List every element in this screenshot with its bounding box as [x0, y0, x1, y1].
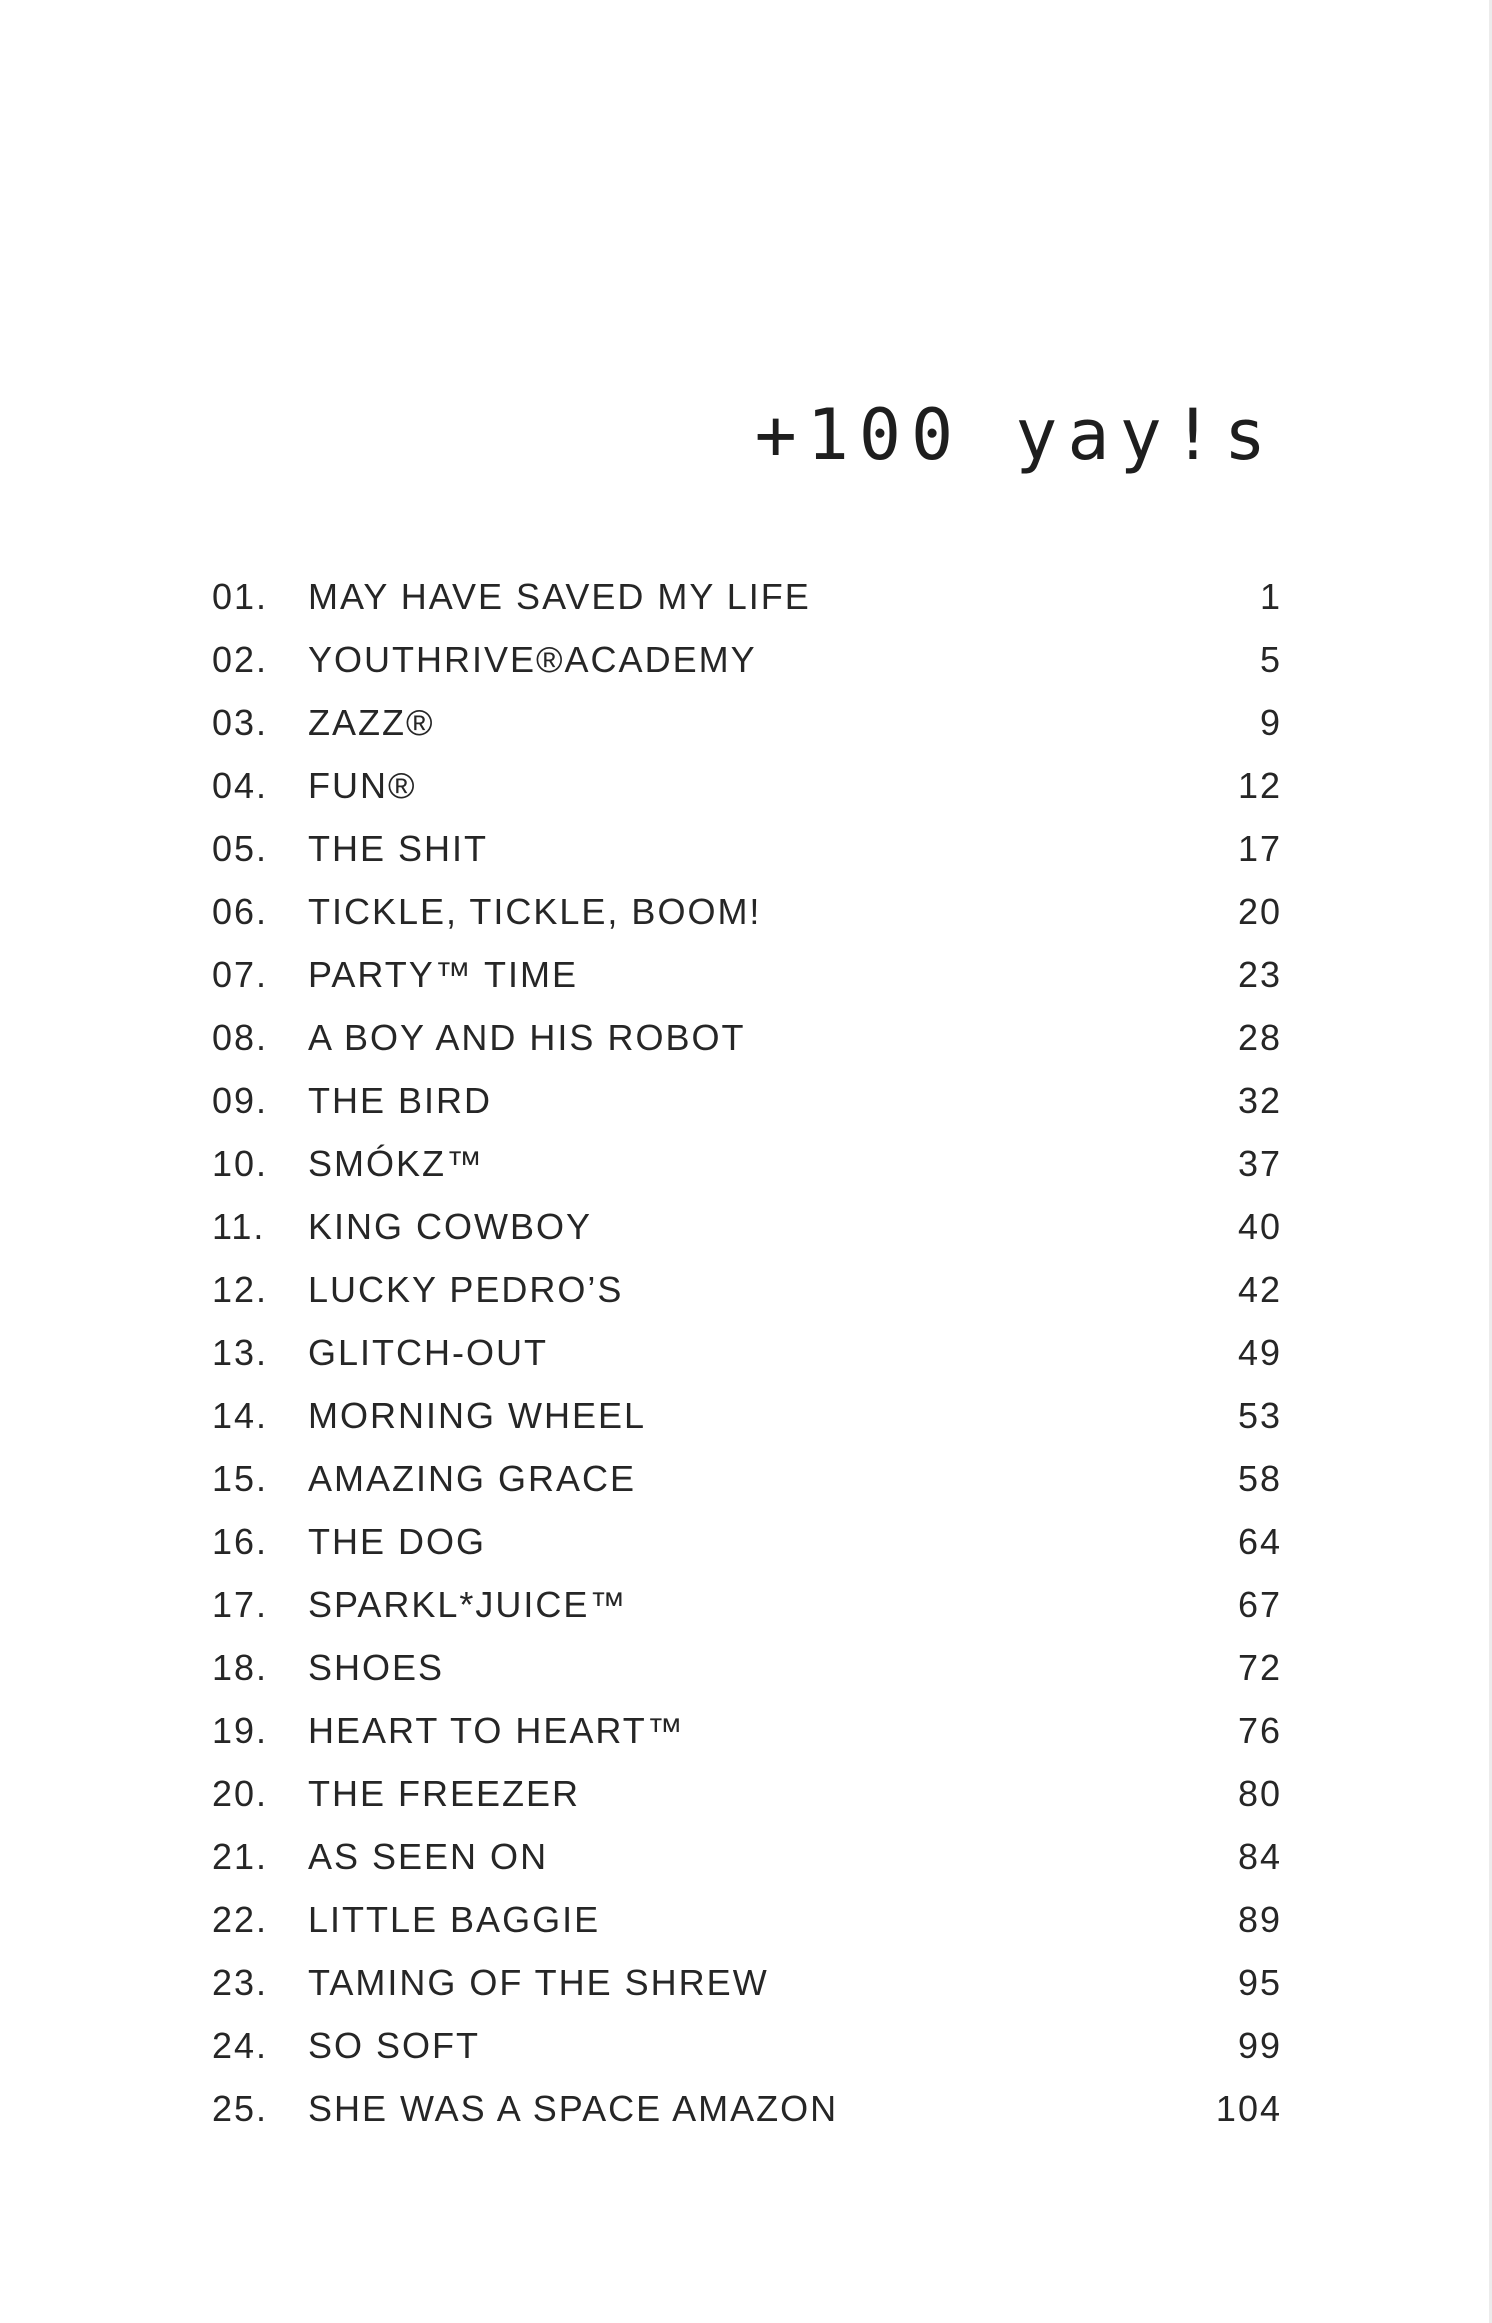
toc-entry-title: TICKLE, TICKLE, BOOM!: [308, 890, 762, 932]
toc-entry-title: SHOES: [308, 1646, 445, 1688]
toc-entry-page: 80: [1237, 1772, 1282, 1814]
toc-entry-title: KING COWBOY: [308, 1205, 593, 1247]
toc-entry-number: 19.: [212, 1709, 269, 1751]
toc-entry-number: 25.: [212, 2087, 269, 2129]
toc-entry-page: 104: [1215, 2087, 1282, 2129]
toc-entry: [212, 1447, 1282, 1510]
toc-entry: [212, 1762, 1282, 1825]
toc-entry-number: 06.: [212, 890, 269, 932]
toc-entry-title: SMÓKZ™: [308, 1142, 485, 1184]
table-of-contents: [212, 565, 1282, 2140]
toc-entry-page: 5: [1259, 638, 1282, 680]
toc-entry-title: MAY HAVE SAVED MY LIFE: [308, 575, 811, 617]
toc-entry: [212, 1132, 1282, 1195]
toc-entry-page: 17: [1237, 827, 1282, 869]
toc-entry: [212, 1951, 1282, 2014]
toc-entry-page: 23: [1237, 953, 1282, 995]
toc-entry-page: 1: [1259, 575, 1282, 617]
toc-entry-title: THE FREEZER: [308, 1772, 581, 1814]
toc-entry-number: 24.: [212, 2024, 269, 2066]
toc-entry-page: 49: [1237, 1331, 1282, 1373]
toc-entry: [212, 1006, 1282, 1069]
toc-entry-page: 58: [1237, 1457, 1282, 1499]
toc-entry: [212, 1825, 1282, 1888]
toc-entry: [212, 943, 1282, 1006]
toc-entry-number: 10.: [212, 1142, 269, 1184]
toc-entry-number: 12.: [212, 1268, 269, 1310]
toc-entry: [212, 1258, 1282, 1321]
toc-entry-title: FUN®: [308, 764, 417, 806]
toc-entry-number: 14.: [212, 1394, 269, 1436]
toc-entry: [212, 1069, 1282, 1132]
toc-entry-title: AMAZING GRACE: [308, 1457, 637, 1499]
toc-entry-number: 17.: [212, 1583, 269, 1625]
toc-entry-number: 07.: [212, 953, 269, 995]
toc-entry-page: 89: [1237, 1898, 1282, 1940]
page-title: +100 yay!s: [754, 394, 1276, 476]
toc-entry-title: YOUTHRIVE®ACADEMY: [308, 638, 757, 680]
toc-entry-number: 22.: [212, 1898, 269, 1940]
toc-entry-number: 05.: [212, 827, 269, 869]
toc-entry-number: 13.: [212, 1331, 269, 1373]
toc-entry-title: SPARKL*JUICE™: [308, 1583, 628, 1625]
toc-entry-number: 03.: [212, 701, 269, 743]
toc-entry-title: A BOY AND HIS ROBOT: [308, 1016, 746, 1058]
toc-entry-number: 16.: [212, 1520, 269, 1562]
toc-entry-title: ZAZZ®: [308, 701, 435, 743]
toc-entry: [212, 628, 1282, 691]
toc-entry-title: THE SHIT: [308, 827, 489, 869]
toc-entry-page: 32: [1237, 1079, 1282, 1121]
toc-entry-title: SHE WAS A SPACE AMAZON: [308, 2087, 839, 2129]
toc-entry: [212, 1384, 1282, 1447]
toc-entry-page: 84: [1237, 1835, 1282, 1877]
toc-entry: [212, 1699, 1282, 1762]
toc-entry-page: 42: [1237, 1268, 1282, 1310]
toc-entry: [212, 880, 1282, 943]
toc-entry: [212, 1510, 1282, 1573]
toc-entry-page: 40: [1237, 1205, 1282, 1247]
toc-entry-page: 99: [1237, 2024, 1282, 2066]
toc-entry-title: AS SEEN ON: [308, 1835, 549, 1877]
toc-entry-number: 15.: [212, 1457, 269, 1499]
toc-entry: [212, 2077, 1282, 2140]
toc-entry-title: HEART TO HEART™: [308, 1709, 685, 1751]
toc-entry: [212, 754, 1282, 817]
toc-entry-page: 28: [1237, 1016, 1282, 1058]
toc-entry-title: LUCKY PEDRO’S: [308, 1268, 624, 1310]
toc-entry-page: 72: [1237, 1646, 1282, 1688]
toc-entry: [212, 2014, 1282, 2077]
toc-entry: [212, 817, 1282, 880]
toc-entry-page: 53: [1237, 1394, 1282, 1436]
toc-entry-page: 76: [1237, 1709, 1282, 1751]
toc-entry: [212, 691, 1282, 754]
toc-entry-title: GLITCH-OUT: [308, 1331, 548, 1373]
toc-entry-page: 64: [1237, 1520, 1282, 1562]
toc-entry: [212, 1888, 1282, 1951]
toc-entry-number: 08.: [212, 1016, 269, 1058]
toc-entry-page: 20: [1237, 890, 1282, 932]
toc-entry-title: PARTY™ TIME: [308, 953, 579, 995]
toc-entry: [212, 1573, 1282, 1636]
toc-entry: [212, 1321, 1282, 1384]
toc-entry-page: 12: [1237, 764, 1282, 806]
toc-entry: [212, 1636, 1282, 1699]
toc-entry-number: 23.: [212, 1961, 269, 2003]
toc-entry-number: 09.: [212, 1079, 269, 1121]
toc-entry-title: THE DOG: [308, 1520, 487, 1562]
toc-entry-number: 21.: [212, 1835, 269, 1877]
toc-entry-number: 18.: [212, 1646, 269, 1688]
toc-entry: [212, 565, 1282, 628]
toc-entry-page: 9: [1259, 701, 1282, 743]
toc-entry-number: 20.: [212, 1772, 269, 1814]
toc-entry-title: MORNING WHEEL: [308, 1394, 647, 1436]
toc-entry-title: LITTLE BAGGIE: [308, 1898, 601, 1940]
toc-entry-number: 11.: [212, 1205, 266, 1247]
toc-entry-number: 04.: [212, 764, 269, 806]
toc-entry: [212, 1195, 1282, 1258]
toc-entry-title: THE BIRD: [308, 1079, 493, 1121]
toc-entry-page: 37: [1237, 1142, 1282, 1184]
toc-entry-title: TAMING OF THE SHREW: [308, 1961, 769, 2003]
toc-entry-number: 02.: [212, 638, 269, 680]
toc-entry-page: 67: [1237, 1583, 1282, 1625]
toc-entry-page: 95: [1237, 1961, 1282, 2003]
toc-entry-number: 01.: [212, 575, 269, 617]
toc-entry-title: SO SOFT: [308, 2024, 481, 2066]
